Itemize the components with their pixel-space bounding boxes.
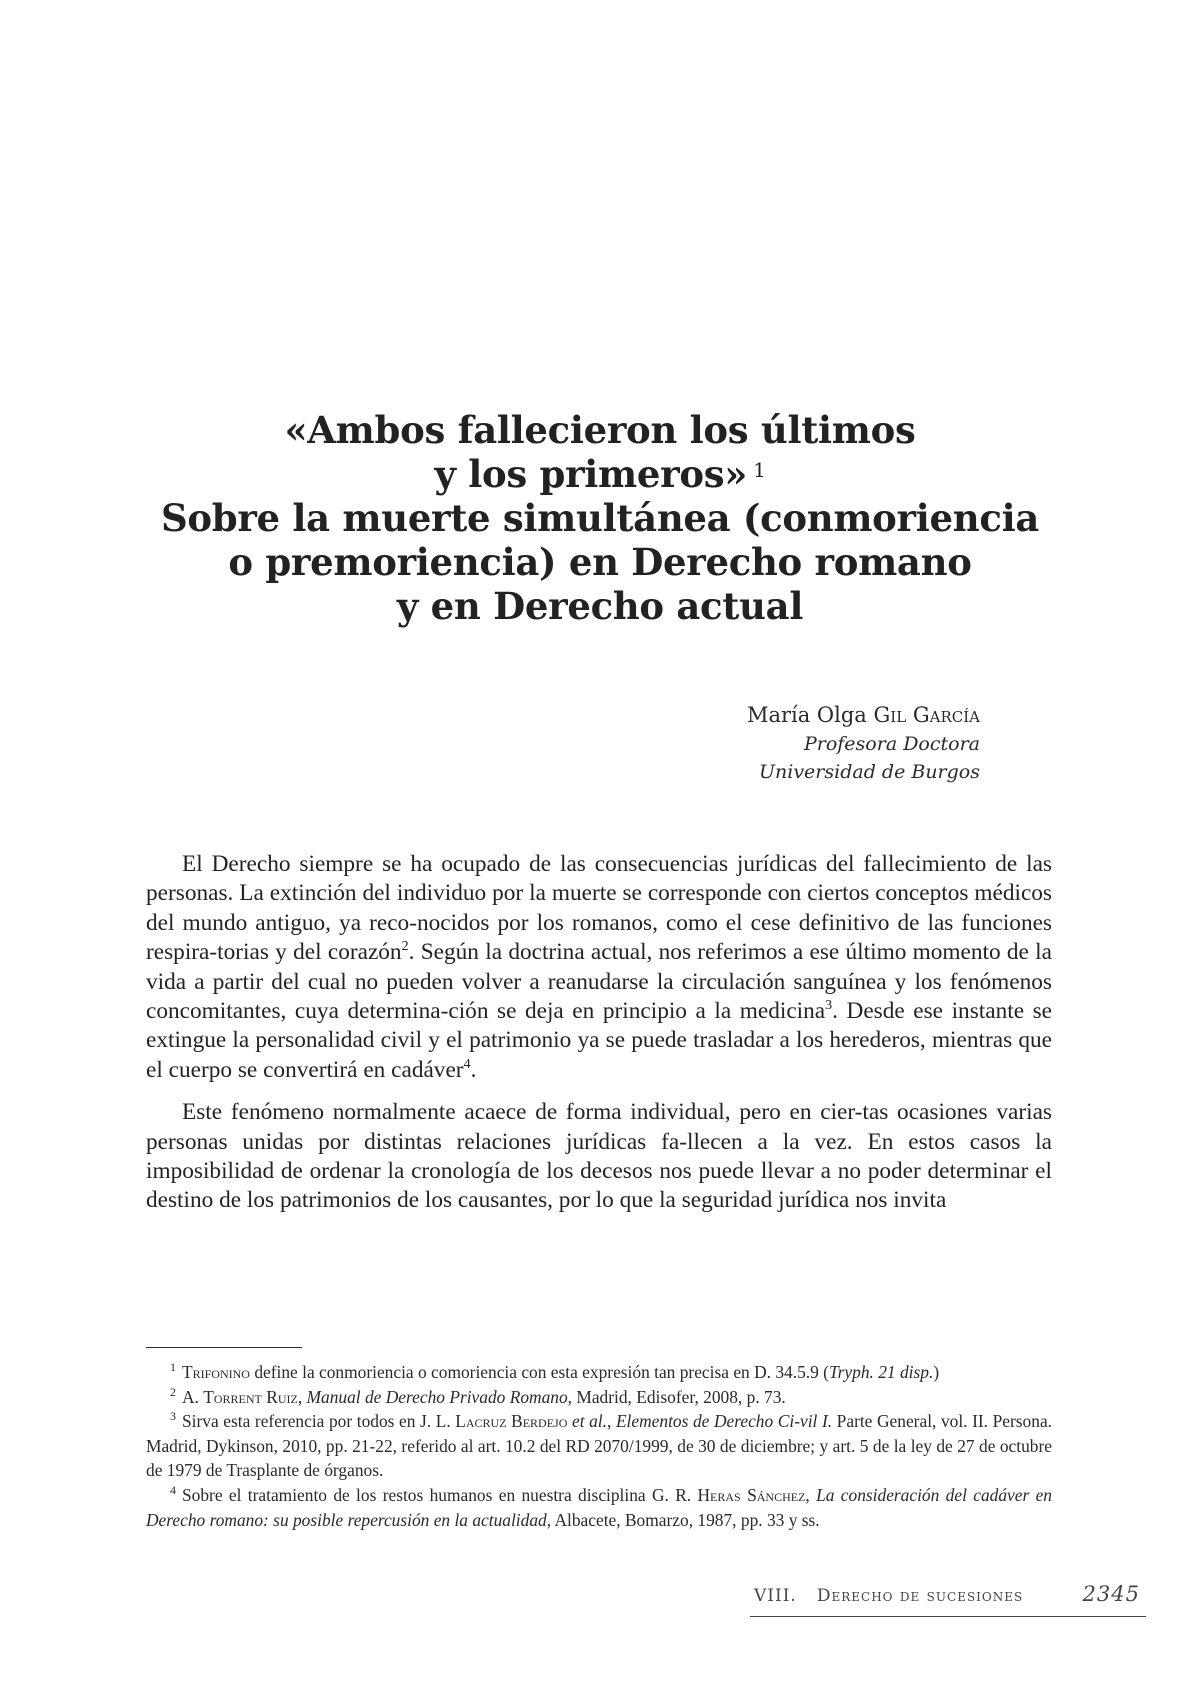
footnote-text: Sobre el tratamiento de los restos humanos en nuestra disciplina G. R. (182, 1484, 698, 1505)
author-given-name: María Olga (746, 703, 867, 727)
footnote-separator: , (607, 1411, 616, 1432)
footnote-text-end: ) (933, 1362, 940, 1382)
title-line-5: y en Derecho actual (396, 584, 804, 628)
footnote-author: Torrent Ruiz (203, 1386, 298, 1407)
title-line-4: o premoriencia) en Derecho romano (228, 540, 972, 584)
footnote-1 (146, 1360, 1052, 1385)
footnote-text: A. (182, 1386, 204, 1407)
paragraph-1-part-d: . (470, 1056, 477, 1083)
running-footer (750, 1580, 1146, 1617)
footnote-italic: Manual de Derecho Privado Romano (306, 1386, 568, 1407)
footnote-author: Heras Sánchez (697, 1484, 806, 1505)
paragraph-2: Este fenómeno normalmente acaece de forma individual, pero en cier-tas ocasiones varias personas unidas por distintas relaciones jurídicas fa-llecen a la vez. En estos casos la imposibilidad de ordenar la cronología de los decesos nos puede llevar a no poder determinar el destino de los patrimonios de los causantes, por lo que la seguridad jurídica nos invita (146, 1099, 1052, 1214)
footnote-italic: Tryph. 21 disp. (828, 1362, 934, 1382)
article-title (120, 408, 1080, 628)
footnote-2 (146, 1385, 1052, 1410)
footnote-separator: , (805, 1484, 817, 1505)
footnote-italic: et al. (571, 1411, 607, 1432)
author-surname: Gil García (873, 703, 980, 727)
footnote-mark: 2 (170, 1384, 176, 1399)
footnote-author: Trifonino (182, 1362, 250, 1382)
title-footnote-ref[interactable]: 1 (753, 458, 766, 482)
footnote-text-end: , Albacete, Bomarzo, 1987, pp. 33 y ss. (546, 1509, 820, 1530)
footer-section-number: VIII. (754, 1586, 797, 1606)
footnote-separator: , (297, 1386, 307, 1407)
footnote-mark: 4 (170, 1483, 176, 1498)
body-text (146, 850, 1052, 1216)
footnote-text-end: , Madrid, Edisofer, 2008, p. 73. (567, 1386, 786, 1407)
author-name (747, 700, 980, 730)
footnote-italic: La consideración del cadáver en Derecho romano: su posible repercusión en la actualidad (146, 1484, 1052, 1530)
footnote-ref-3[interactable]: 3 (825, 998, 833, 1014)
footer-section (754, 1586, 1023, 1606)
footnote-author: Lacruz Berdejo (455, 1411, 568, 1432)
title-line-2 (120, 452, 1080, 496)
paragraph-1-part-b: . Según la doctrina actual, nos referimos a ese último momento de la vida a partir del cual no pueden volver a reanudarse la circulación sanguínea y los fenómenos concomitantes, cuya determina-ción se deja en principio a la medicina (146, 939, 1052, 1025)
footnotes (146, 1360, 1052, 1532)
title-line-2-text: y los primeros» (434, 452, 748, 496)
author-block (747, 700, 980, 786)
footnote-mark: 3 (170, 1409, 176, 1424)
title-line-3: Sobre la muerte simultánea (conmoriencia (160, 496, 1040, 540)
footnote-italic: Elementos de Derecho Ci-vil I. (615, 1411, 833, 1432)
author-position: Profesora Doctora (803, 733, 980, 755)
footnote-divider (146, 1347, 302, 1348)
footnote-ref-2[interactable]: 2 (401, 939, 409, 955)
footnote-text: Sirva esta referencia por todos en J. L. (182, 1411, 456, 1432)
footnote-ref-4[interactable]: 4 (463, 1057, 471, 1073)
paragraph-1-part-c: . Desde ese instante se extingue la personalidad civil y el patrimonio ya se puede trasladar a los herederos, mientras que el cuerpo se convertirá en cadáver (146, 998, 1052, 1083)
footnote-text-end: Parte General, vol. II. Persona. Madrid, Dykinson, 2010, pp. 21-22, referido al art. 10.2 del RD 2070/1999, de 30 de diciembre; y art. 5 de la ley de 27 de octubre de 1979 de Trasplante de órganos. (146, 1411, 1053, 1481)
author-affiliation: Universidad de Burgos (759, 761, 980, 783)
footnote-mark: 1 (170, 1360, 176, 1375)
paragraph-1 (146, 850, 1052, 1085)
footnote-4 (146, 1483, 1052, 1532)
footer-section-title: Derecho de sucesiones (816, 1586, 1024, 1606)
footnote-3 (146, 1409, 1052, 1483)
title-line-1: «Ambos fallecieron los últimos (284, 408, 916, 452)
page-number: 2345 (1082, 1582, 1140, 1606)
footnote-text: define la conmoriencia o comoriencia con esta expresión tan precisa en D. 34.5.9 ( (249, 1362, 829, 1382)
paragraph-1-part-a: El Derecho siempre se ha ocupado de las consecuencias jurídicas del fallecimiento de las personas. La extinción del individuo por la muerte se corresponde con ciertos conceptos médicos del mundo antiguo, ya reco-nocidos por los romanos, como el cese definitivo de las funciones respira-torias y del corazón (146, 851, 1052, 966)
